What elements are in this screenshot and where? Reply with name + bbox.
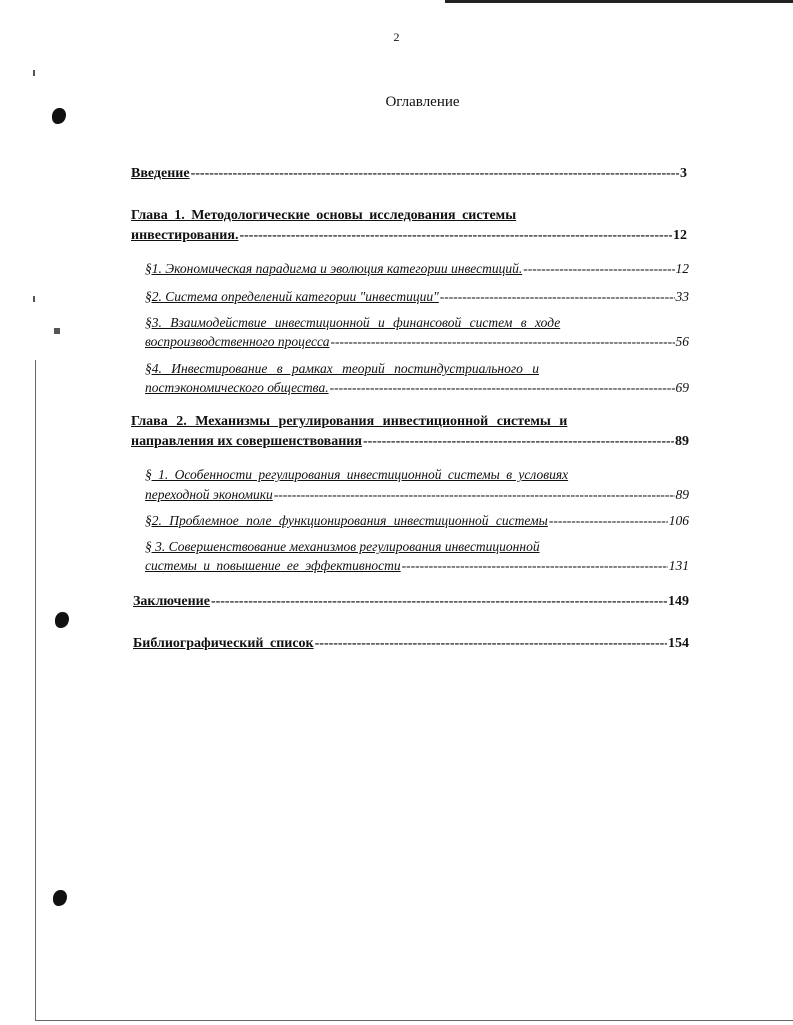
toc-entry-label: §2. Система определений категории "инвестиции" [145,289,439,304]
toc-entry-conclusion[interactable] [133,594,689,610]
scan-edge-left [35,360,36,1020]
toc-entry-section[interactable] [145,487,689,503]
toc-entry-label: воспроизводственного процесса [145,334,330,349]
toc-entry-label: §1. Экономическая парадигма и эволюция категории инвестиций. [145,261,523,276]
toc-entry-chapter1[interactable] [131,228,687,244]
toc-page-number: 89 [675,434,689,449]
dot-leader [191,166,679,182]
dot-leader [549,513,668,529]
toc-page-number: 12 [675,261,689,276]
dot-leader [363,434,674,450]
toc-entry-introduction[interactable] [131,166,687,182]
toc-entry-section[interactable] [145,558,689,574]
toc-page-number: 12 [673,228,687,243]
dot-leader [523,261,674,277]
hole-punch-mark [53,890,67,906]
toc-entry-section[interactable] [145,334,689,350]
toc-entry-section[interactable] [145,289,689,305]
scan-speck [33,296,35,302]
scan-speck [54,328,60,334]
hole-punch-mark [55,612,69,628]
toc-chapter1-line1[interactable]: Глава 1. Методологические основы исследования системы [131,208,517,223]
toc-entry-section[interactable] [145,380,689,396]
dot-leader [211,594,667,610]
toc-page-number: 89 [675,487,689,502]
dot-leader [440,289,675,305]
toc-entry-label: направления их совершенствования [131,434,362,449]
toc-page-number: 33 [675,289,689,304]
toc-entry-label: системы и повышение ее эффективности [145,558,401,573]
toc-chapter2-line1[interactable]: Глава 2. Механизмы регулирования инвестиционной системы и [131,414,568,429]
toc-entry-label: §2. Проблемное поле функционирования инвестиционной системы [145,513,548,528]
scan-edge-bottom [35,1020,793,1021]
dot-leader [274,487,675,503]
toc-page-number: 149 [668,594,689,609]
toc-entry-label: инвестирования. [131,228,239,243]
toc-title: Оглавление [385,94,460,110]
toc-section-line1[interactable]: § 3. Совершенствование механизмов регулирования инвестиционной [145,539,540,554]
dot-leader [330,380,675,396]
toc-entry-section[interactable] [145,261,689,277]
toc-entry-label: Заключение [133,594,210,609]
toc-section-line1[interactable]: §4. Инвестирование в рамках теорий постиндустриального и [145,361,540,376]
toc-entry-label: переходной экономики [145,487,273,502]
dot-leader [239,228,672,244]
toc-entry-chapter2[interactable] [131,434,689,450]
dot-leader [330,334,674,350]
toc-section-line1[interactable]: § 1. Особенности регулирования инвестиционной системы в условиях [145,467,569,482]
toc-section-line1[interactable]: §3. Взаимодействие инвестиционной и финансовой систем в ходе [145,315,561,330]
dot-leader [315,636,667,652]
toc-page-number: 154 [668,636,689,651]
page-number: 2 [393,30,400,44]
toc-page-number: 56 [675,334,689,349]
toc-entry-label: Библиографический список [133,636,314,651]
toc-page-number: 69 [675,380,689,395]
toc-entry-bibliography[interactable] [133,636,689,652]
scan-speck [33,70,35,76]
toc-entry-label: постэкономического общества. [145,380,329,395]
toc-page-number: 131 [668,558,689,573]
toc-entry-section[interactable] [145,513,689,529]
toc-page-number: 106 [668,513,689,528]
toc-page-number: 3 [680,166,687,181]
scan-edge-top [445,0,793,3]
dot-leader [402,558,668,574]
toc-entry-label: Введение [131,166,190,181]
